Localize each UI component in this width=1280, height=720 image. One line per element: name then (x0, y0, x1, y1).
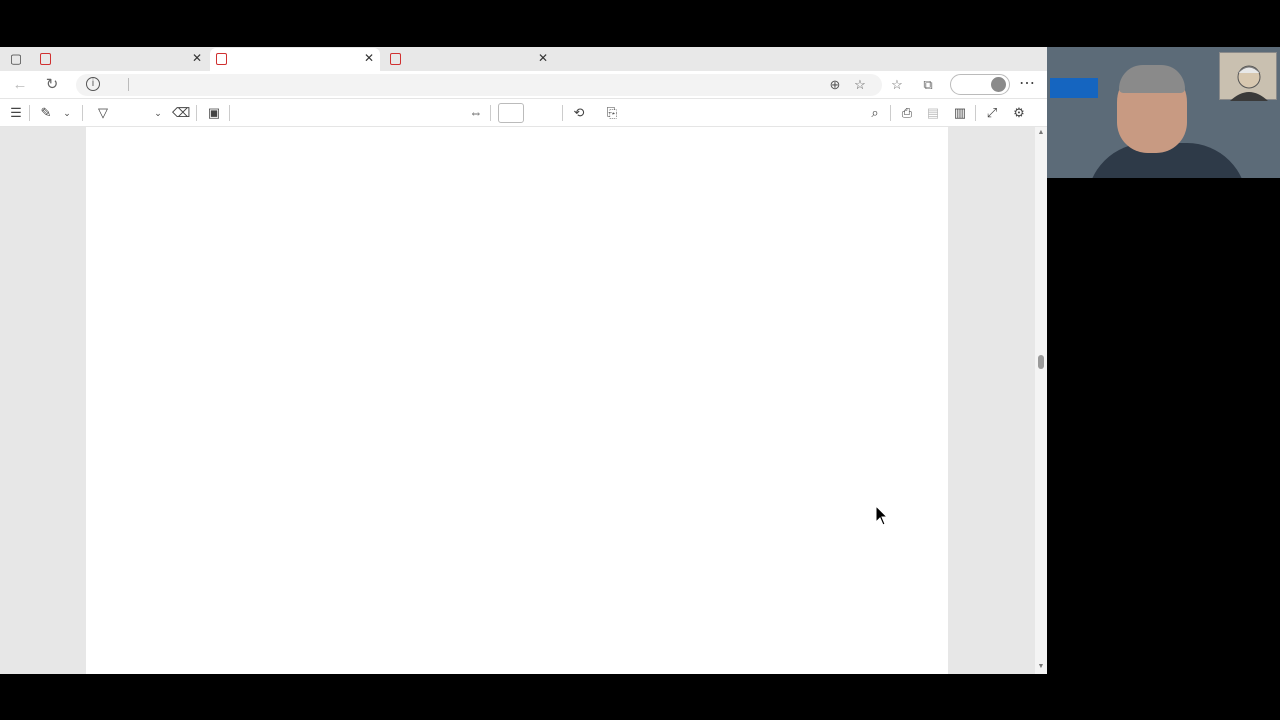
zoom-icon[interactable]: ⊕ (829, 77, 841, 92)
language-parts-list (248, 297, 748, 413)
scroll-up-icon[interactable]: ▲ (1037, 129, 1045, 136)
pdf-page (86, 127, 948, 674)
draw-icon[interactable]: ▽ (98, 105, 108, 120)
video-call-tile (1047, 47, 1280, 178)
zoom-out-button[interactable] (414, 104, 432, 122)
list-item (248, 297, 748, 326)
tab-rekta-metodo[interactable] (34, 48, 208, 71)
close-icon[interactable]: ✕ (191, 51, 203, 65)
scroll-thumb[interactable] (1038, 355, 1044, 369)
new-tab-button[interactable] (562, 48, 578, 70)
tab-elementa-kurso[interactable] (384, 48, 554, 71)
toolbar-divider (975, 105, 976, 121)
refresh-icon[interactable]: ↻ (45, 76, 59, 93)
maximize-button[interactable] (986, 49, 1006, 69)
tab-actions-icon[interactable]: ▢ (9, 51, 23, 66)
star-border-top (120, 145, 915, 163)
chevron-down-icon[interactable]: ⌄ (63, 108, 71, 118)
zoom-in-button[interactable] (440, 104, 458, 122)
text-box-icon[interactable]: ▣ (207, 105, 221, 120)
profile-avatar-icon (991, 77, 1006, 92)
rotate-icon[interactable]: ⟲ (573, 105, 585, 120)
address-bar (0, 71, 1047, 99)
url-divider (128, 78, 129, 91)
sign-in-button[interactable] (950, 74, 1010, 95)
star-border-left (119, 161, 137, 674)
vertical-scrollbar[interactable] (1035, 127, 1047, 674)
back-icon[interactable]: ← (12, 76, 28, 93)
print-icon[interactable]: ⎙ (901, 105, 913, 120)
scroll-down-icon[interactable]: ▼ (1037, 663, 1045, 670)
save-as-icon[interactable]: ▥ (953, 105, 967, 120)
page-view-icon[interactable]: ⎘ (606, 105, 618, 120)
close-icon[interactable]: ✕ (537, 51, 549, 65)
tab-bar (0, 47, 1047, 71)
pdf-icon (40, 53, 51, 65)
toolbar-divider (82, 105, 83, 121)
chevron-down-icon[interactable]: ⌄ (154, 108, 162, 118)
close-window-button[interactable] (1020, 49, 1040, 69)
pdf-viewer[interactable] (0, 127, 1047, 674)
page-number-input[interactable] (498, 103, 524, 123)
browser-window (0, 47, 1047, 674)
fullscreen-icon[interactable]: ⤢ (986, 105, 998, 120)
toolbar-divider (490, 105, 491, 121)
tab-active-pdf[interactable] (210, 48, 380, 71)
toolbar-divider (196, 105, 197, 121)
save-icon[interactable]: ▤ (926, 105, 940, 120)
toolbar-divider (562, 105, 563, 121)
speaker-hair (1119, 65, 1185, 93)
search-icon[interactable]: ⌕ (871, 105, 879, 120)
list-item (248, 355, 748, 384)
pdf-icon (390, 53, 401, 65)
toolbar-divider (29, 105, 30, 121)
settings-gear-icon[interactable]: ⚙ (1013, 105, 1025, 120)
favorite-add-icon[interactable]: ☆ (854, 77, 866, 92)
toolbar-divider (890, 105, 891, 121)
eraser-icon[interactable]: ⌫ (172, 105, 191, 120)
star-border-right (897, 161, 915, 674)
portrait-image (1219, 52, 1277, 100)
url-field[interactable] (76, 74, 882, 96)
fit-page-icon[interactable]: ⇔ (469, 105, 483, 120)
mouse-cursor-icon (875, 505, 889, 527)
portrait-figure-icon (1220, 53, 1278, 101)
more-options-icon[interactable]: ⋯ (1019, 75, 1035, 92)
toolbar-divider (229, 105, 230, 121)
close-icon[interactable]: ✕ (363, 51, 375, 65)
favorites-icon[interactable]: ☆ (891, 77, 903, 92)
collections-icon[interactable]: ⧉ (923, 77, 933, 92)
pdf-toolbar (0, 99, 1047, 127)
info-icon[interactable]: i (86, 77, 100, 91)
pdf-icon (216, 53, 227, 65)
list-item (248, 326, 748, 355)
highlight-icon[interactable]: ✎ (40, 105, 52, 120)
contents-icon[interactable]: ☰ (10, 105, 22, 120)
list-item (248, 384, 748, 413)
minimize-button[interactable] (954, 49, 974, 69)
ilei-logo (1050, 78, 1098, 98)
